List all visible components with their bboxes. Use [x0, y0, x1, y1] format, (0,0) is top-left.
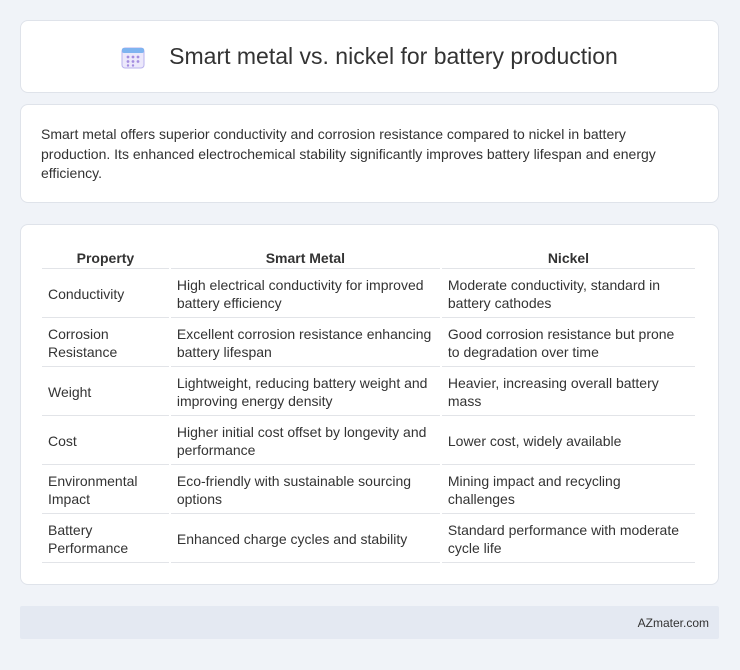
row-property: Environmental Impact	[42, 467, 169, 514]
row-smart-metal: Eco-friendly with sustainable sourcing options	[171, 467, 440, 514]
header-property: Property	[42, 247, 169, 269]
row-smart-metal: Lightweight, reducing battery weight and improving energy density	[171, 369, 440, 416]
row-nickel: Moderate conductivity, standard in battery cathodes	[442, 271, 695, 318]
table-row	[42, 369, 695, 416]
table-row	[42, 418, 695, 465]
calendar-icon	[121, 45, 145, 69]
row-smart-metal: Excellent corrosion resistance enhancing battery lifespan	[171, 320, 440, 367]
table-row	[42, 271, 695, 318]
row-smart-metal: High electrical conductivity for improved battery efficiency	[171, 271, 440, 318]
row-property: Corrosion Resistance	[42, 320, 169, 367]
footer-site-link[interactable]: AZmater.com	[637, 615, 709, 630]
header-nickel: Nickel	[442, 247, 695, 269]
row-property: Battery Performance	[42, 516, 169, 563]
page-title: Smart metal vs. nickel for battery production	[169, 43, 618, 69]
intro-text: Smart metal offers superior conductivity and corrosion resistance compared to nickel in battery production. Its enhanced electrochemical stability significantly improves battery lifespan and energy efficiency.	[41, 126, 656, 181]
intro-card	[20, 104, 719, 203]
table-row	[42, 516, 695, 563]
comparison-table	[40, 245, 697, 565]
row-property: Conductivity	[42, 271, 169, 318]
row-nickel: Heavier, increasing overall battery mass	[442, 369, 695, 416]
header-smart-metal: Smart Metal	[171, 247, 440, 269]
table-row	[42, 467, 695, 514]
row-property: Weight	[42, 369, 169, 416]
table-header-row	[42, 247, 695, 269]
comparison-table-card	[20, 224, 719, 585]
row-nickel: Mining impact and recycling challenges	[442, 467, 695, 514]
row-smart-metal: Enhanced charge cycles and stability	[171, 516, 440, 563]
row-smart-metal: Higher initial cost offset by longevity and performance	[171, 418, 440, 465]
title-card	[20, 20, 719, 93]
row-property: Cost	[42, 418, 169, 465]
footer	[20, 606, 719, 639]
row-nickel: Lower cost, widely available	[442, 418, 695, 465]
row-nickel: Standard performance with moderate cycle life	[442, 516, 695, 563]
row-nickel: Good corrosion resistance but prone to degradation over time	[442, 320, 695, 367]
table-row	[42, 320, 695, 367]
